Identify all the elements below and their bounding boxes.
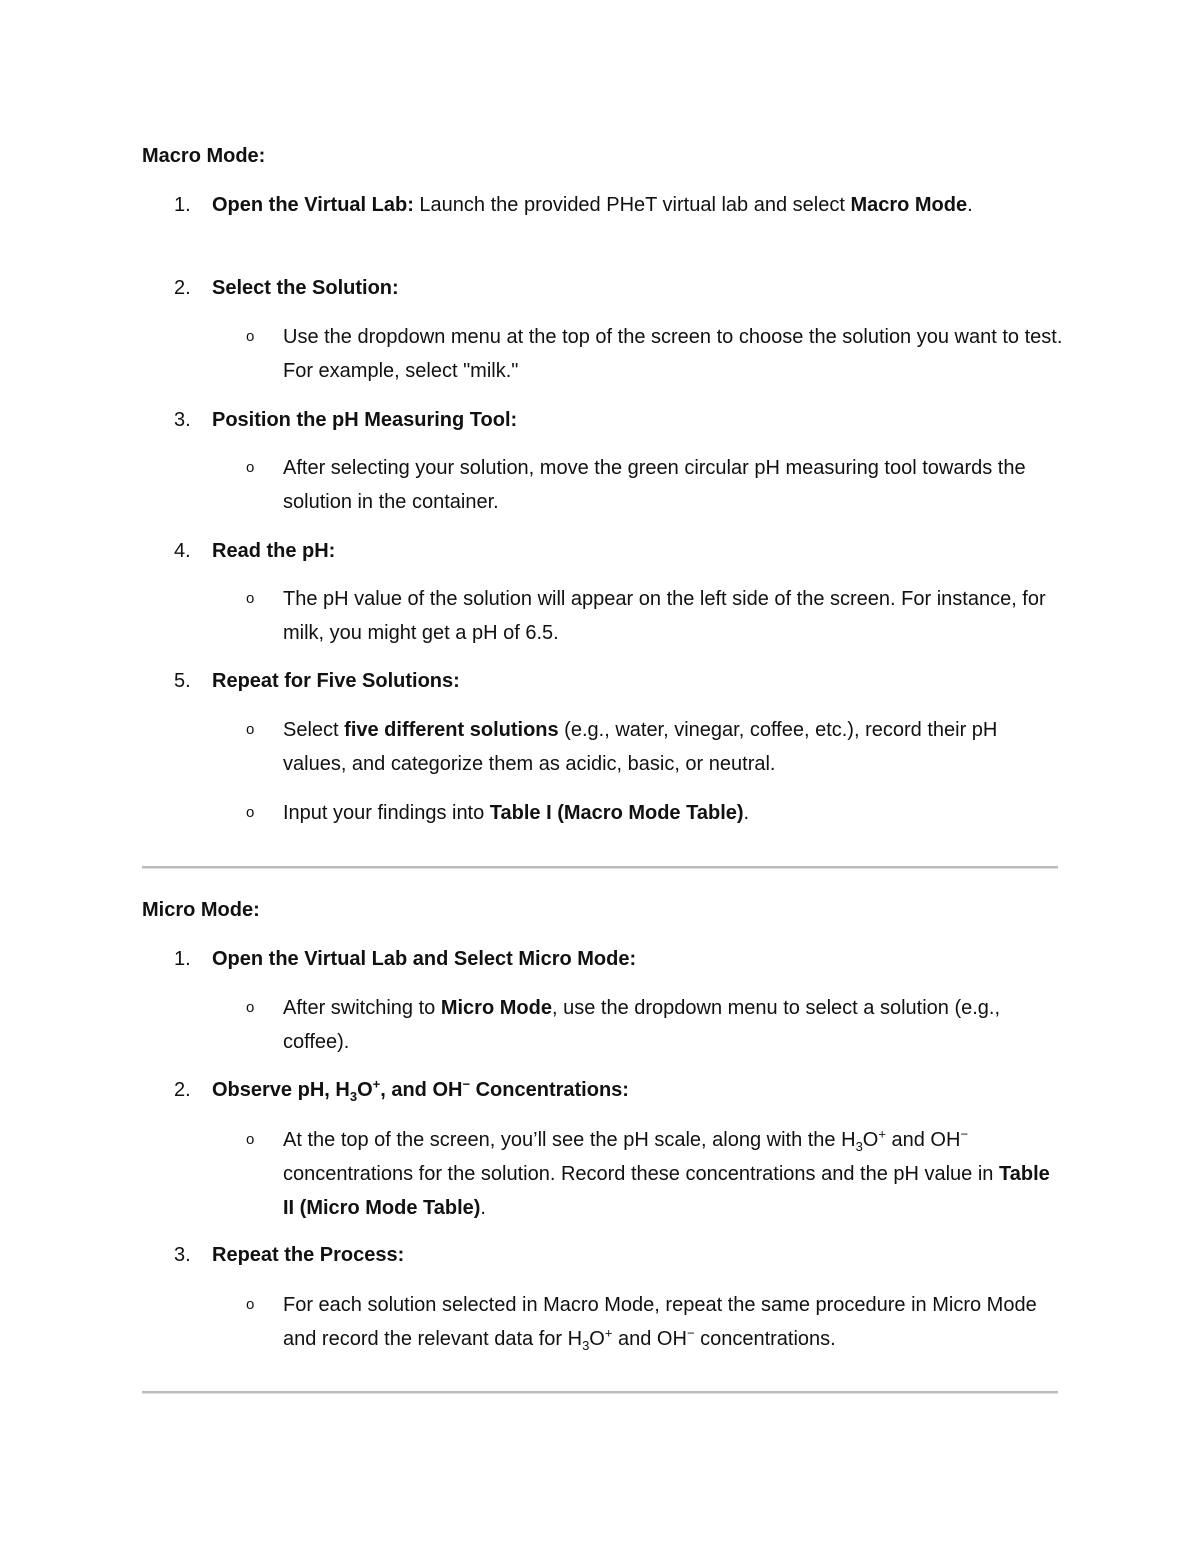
bullet-text: For each solution selected in Macro Mode, repeat the same procedure in Micro Mode and record the relevant data for $H_3O^+$ and OH− concentrations.: [283, 1294, 1037, 1353]
step-number: 3.: [174, 1244, 191, 1266]
micro-step-1: [174, 942, 1054, 976]
step-title: Repeat for Five Solutions:: [212, 670, 460, 692]
bullet-marker: o: [246, 1131, 255, 1148]
bullet-marker: o: [246, 804, 255, 821]
macro-step-5: [174, 664, 1054, 698]
micro-step-2-bullet-1: [246, 1123, 1066, 1225]
step-text: [212, 188, 1054, 222]
bullet-marker: o: [246, 328, 255, 345]
macro-step-2: [174, 271, 1054, 305]
bullet-marker: o: [246, 1296, 255, 1313]
step-title: Open the Virtual Lab:: [212, 194, 414, 216]
macro-step-4: [174, 534, 1054, 568]
step-number: 5.: [174, 670, 191, 692]
micro-mode-heading: Micro Mode:: [142, 899, 260, 921]
bullet-text: The pH value of the solution will appear on the left side of the screen. For instance, for milk, you might get a pH of 6.5.: [283, 588, 1046, 644]
micro-step-2: [174, 1073, 1054, 1107]
bullet-marker: o: [246, 999, 255, 1016]
step-number: 3.: [174, 409, 191, 431]
macro-step-5-bullet-2: [246, 796, 1066, 830]
macro-step-5-bullet-1: [246, 713, 1066, 781]
bullet-text: Input your findings into Table I (Macro Mode Table).: [283, 802, 750, 824]
section-divider: [142, 866, 1058, 869]
macro-step-1: [174, 188, 1054, 222]
step-number: 1.: [174, 948, 191, 970]
bullet-text: After switching to Micro Mode, use the dropdown menu to select a solution (e.g., coffee).: [283, 997, 1001, 1053]
step-title: Select the Solution:: [212, 277, 399, 299]
micro-step-1-bullet-1: [246, 991, 1066, 1059]
step-title: Read the pH:: [212, 540, 336, 562]
step-title: Position the pH Measuring Tool:: [212, 409, 518, 431]
step-title: Observe pH, $H_3O^+$, and OH− Concentrations:: [212, 1076, 629, 1104]
step-number: 1.: [174, 194, 191, 216]
bullet-text: At the top of the screen, you’ll see the pH scale, along with the $H_3O^+$ and OH− concentrations for the solution. Record these concentrations and the pH value in Table II (Micro Mode Table).: [283, 1126, 1050, 1219]
macro-step-3-bullet-1: [246, 451, 1066, 519]
micro-step-3: [174, 1238, 1054, 1272]
bullet-text: After selecting your solution, move the green circular pH measuring tool towards the solution in the container.: [283, 457, 1026, 513]
step-number: 2.: [174, 277, 191, 299]
bullet-marker: o: [246, 590, 255, 607]
bullet-text: Use the dropdown menu at the top of the screen to choose the solution you want to test. For example, select "milk.": [283, 326, 1063, 382]
macro-mode-heading: Macro Mode:: [142, 145, 266, 167]
step-title: Open the Virtual Lab and Select Micro Mode:: [212, 948, 637, 970]
section-divider: [142, 1391, 1058, 1394]
step-number: 2.: [174, 1079, 191, 1101]
step-body: Launch the provided PHeT virtual lab and select: [413, 194, 851, 216]
macro-step-3: [174, 403, 1054, 437]
bullet-marker: o: [246, 459, 255, 476]
step-body-end: .: [967, 194, 973, 216]
macro-step-4-bullet-1: [246, 582, 1066, 650]
macro-step-2-bullet-1: [246, 320, 1066, 388]
step-title: Repeat the Process:: [212, 1244, 405, 1266]
bullet-marker: o: [246, 721, 255, 738]
bullet-text: Select five different solutions (e.g., water, vinegar, coffee, etc.), record their pH values, and categorize them as acidic, basic, or neutral.: [283, 719, 998, 775]
step-number: 4.: [174, 540, 191, 562]
micro-step-3-bullet-1: [246, 1288, 1066, 1356]
step-emphasis: Macro Mode: [850, 194, 968, 216]
